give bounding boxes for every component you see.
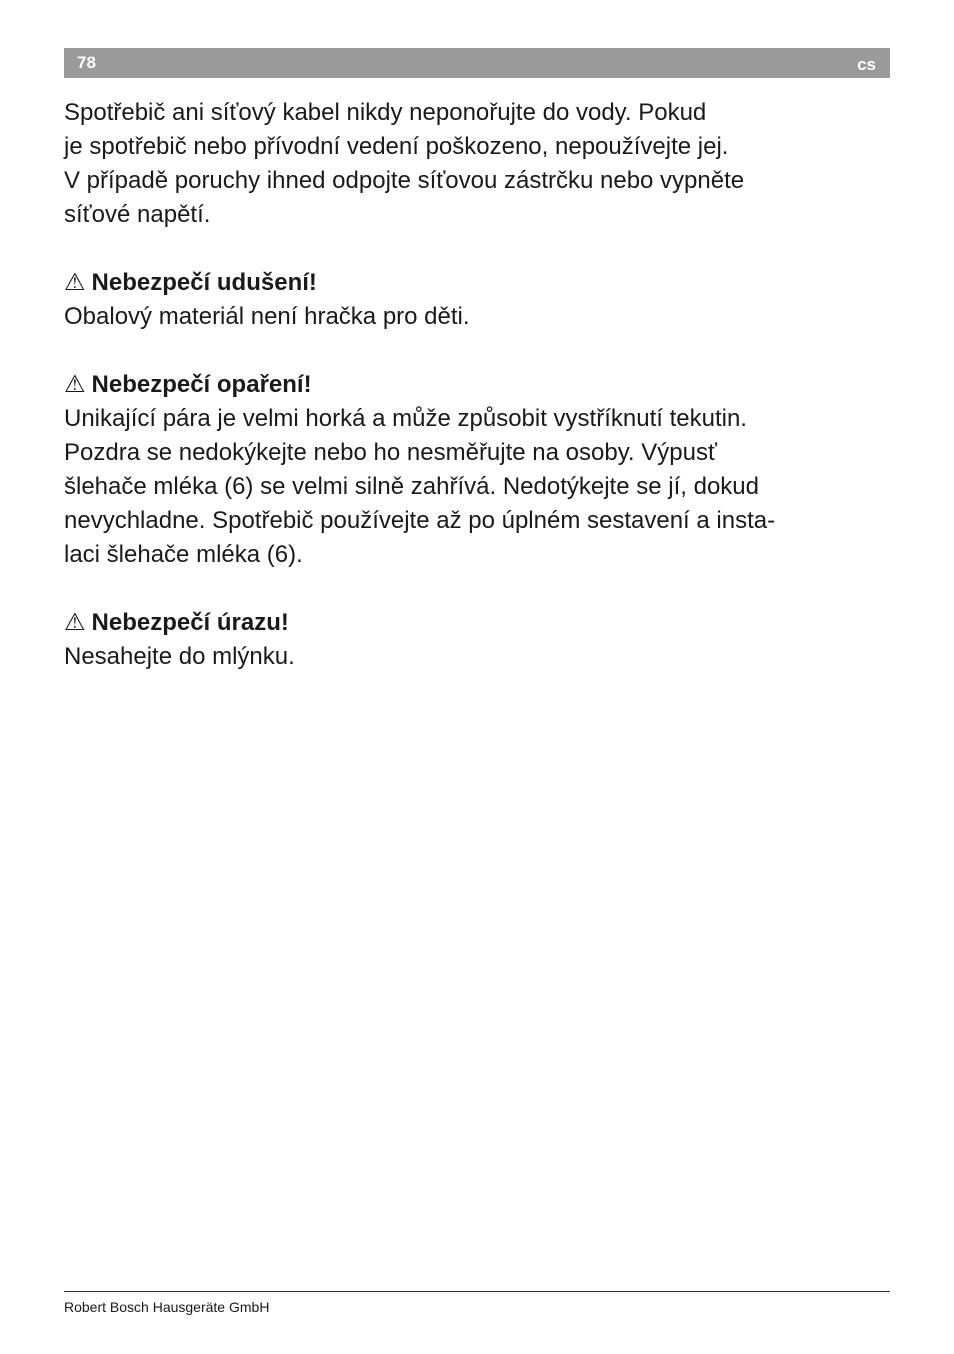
text-line: Spotřebič ani síťový kabel nikdy neponořujte do vody. Pokud (64, 99, 707, 126)
text-line: nevychladne. Spotřebič používejte až po úplném sestavení a insta- (64, 507, 776, 534)
warning-triangle-icon: ⚠ (64, 269, 86, 296)
warning-injury (64, 606, 890, 674)
warning-title: Nebezpečí opaření! (91, 371, 312, 398)
text-line: Obalový materiál není hračka pro děti. (64, 303, 470, 330)
warning-title: Nebezpečí úrazu! (91, 609, 289, 636)
text-line: síťové napětí. (64, 201, 211, 228)
page-content (64, 96, 890, 708)
warning-title: Nebezpečí udušení! (91, 269, 317, 296)
text-line: Nesahejte do mlýnku. (64, 643, 295, 670)
text-line: je spotřebič nebo přívodní vedení poškozeno, nepoužívejte jej. (64, 133, 729, 160)
footer-divider (64, 1291, 890, 1292)
warning-triangle-icon: ⚠ (64, 609, 86, 636)
warning-triangle-icon: ⚠ (64, 371, 86, 398)
text-line: Unikající pára je velmi horká a může způsobit vystříknutí tekutin. (64, 405, 747, 432)
warning-suffocation (64, 266, 890, 334)
intro-paragraph (64, 96, 890, 232)
page-header-bar (64, 48, 890, 78)
warning-heading (64, 606, 890, 640)
text-line: šlehače mléka (6) se velmi silně zahřívá. Nedotýkejte se jí, dokud (64, 473, 759, 500)
text-line: Pozdra se nedokýkejte nebo ho nesměřujte na osoby. Výpusť (64, 439, 717, 466)
language-code: cs (857, 55, 876, 74)
footer-company: Robert Bosch Hausgeräte GmbH (64, 1299, 270, 1315)
warning-heading (64, 368, 890, 402)
page-number: 78 (77, 53, 96, 72)
warning-heading (64, 266, 890, 300)
text-line: laci šlehače mléka (6). (64, 541, 303, 568)
warning-scalding (64, 368, 890, 572)
text-line: V případě poruchy ihned odpojte síťovou zástrčku nebo vypněte (64, 167, 745, 194)
